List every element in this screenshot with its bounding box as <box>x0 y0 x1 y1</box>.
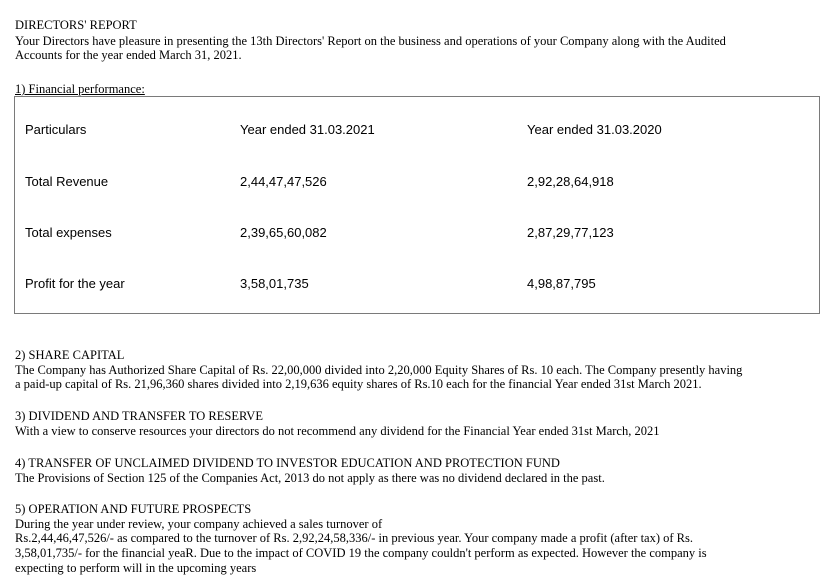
share-capital-line-1: The Company has Authorized Share Capital of Rs. 22,00,000 divided into 2,20,000 Equity Shares of Rs. 10 each. The Company presently having <box>15 363 743 377</box>
cell-profit-2020: 4,98,87,795 <box>527 276 596 291</box>
row-label-profit: Profit for the year <box>25 276 125 291</box>
operations-line-4: expecting to perform will in the upcoming years <box>15 561 257 575</box>
col-header-2020: Year ended 31.03.2020 <box>527 122 662 137</box>
cell-expenses-2020: 2,87,29,77,123 <box>527 225 614 240</box>
cell-profit-2021: 3,58,01,735 <box>240 276 309 291</box>
cell-revenue-2020: 2,92,28,64,918 <box>527 174 614 189</box>
cell-expenses-2021: 2,39,65,60,082 <box>240 225 327 240</box>
unclaimed-heading: 4) TRANSFER OF UNCLAIMED DIVIDEND TO INVESTOR EDUCATION AND PROTECTION FUND <box>15 456 560 470</box>
operations-heading: 5) OPERATION AND FUTURE PROSPECTS <box>15 502 252 516</box>
row-label-total-revenue: Total Revenue <box>25 174 109 189</box>
operations-line-3: 3,58,01,735/- for the financial yeaR. Due to the impact of COVID 19 the company couldn't perform as expected. However the company is <box>15 546 707 560</box>
financial-heading-text: 1) Financial performance: <box>15 82 145 96</box>
dividend-heading: 3) DIVIDEND AND TRANSFER TO RESERVE <box>15 409 263 423</box>
col-header-particulars: Particulars <box>25 122 87 137</box>
unclaimed-line-1: The Provisions of Section 125 of the Companies Act, 2013 do not apply as there was no dividend declared in the past. <box>15 471 605 485</box>
operations-line-1: During the year under review, your company achieved a sales turnover of <box>15 517 383 531</box>
row-label-total-expenses: Total expenses <box>25 225 112 240</box>
intro-line-1: Your Directors have pleasure in presenting the 13th Directors' Report on the business and operations of your Company along with the Audited <box>15 34 726 48</box>
cell-revenue-2021: 2,44,47,47,526 <box>240 174 327 189</box>
operations-line-2: Rs.2,44,46,47,526/- as compared to the turnover of Rs. 2,92,24,58,336/- in previous year. Your company made a profit (after tax) of Rs. <box>15 531 693 545</box>
dividend-line-1: With a view to conserve resources your directors do not recommend any dividend for the Financial Year ended 31st March, 2021 <box>15 424 660 438</box>
intro-line-2: Accounts for the year ended March 31, 2021. <box>15 48 242 62</box>
cropped-top-text <box>430 0 640 4</box>
financial-heading <box>15 82 145 96</box>
share-capital-heading: 2) SHARE CAPITAL <box>15 348 125 362</box>
report-title: DIRECTORS' REPORT <box>15 18 137 32</box>
col-header-2021: Year ended 31.03.2021 <box>240 122 375 137</box>
financial-table <box>14 96 820 314</box>
share-capital-line-2: a paid-up capital of Rs. 21,96,360 shares divided into 2,19,636 equity shares of Rs.10 each for the financial Year ended 31st March 2021. <box>15 377 702 391</box>
